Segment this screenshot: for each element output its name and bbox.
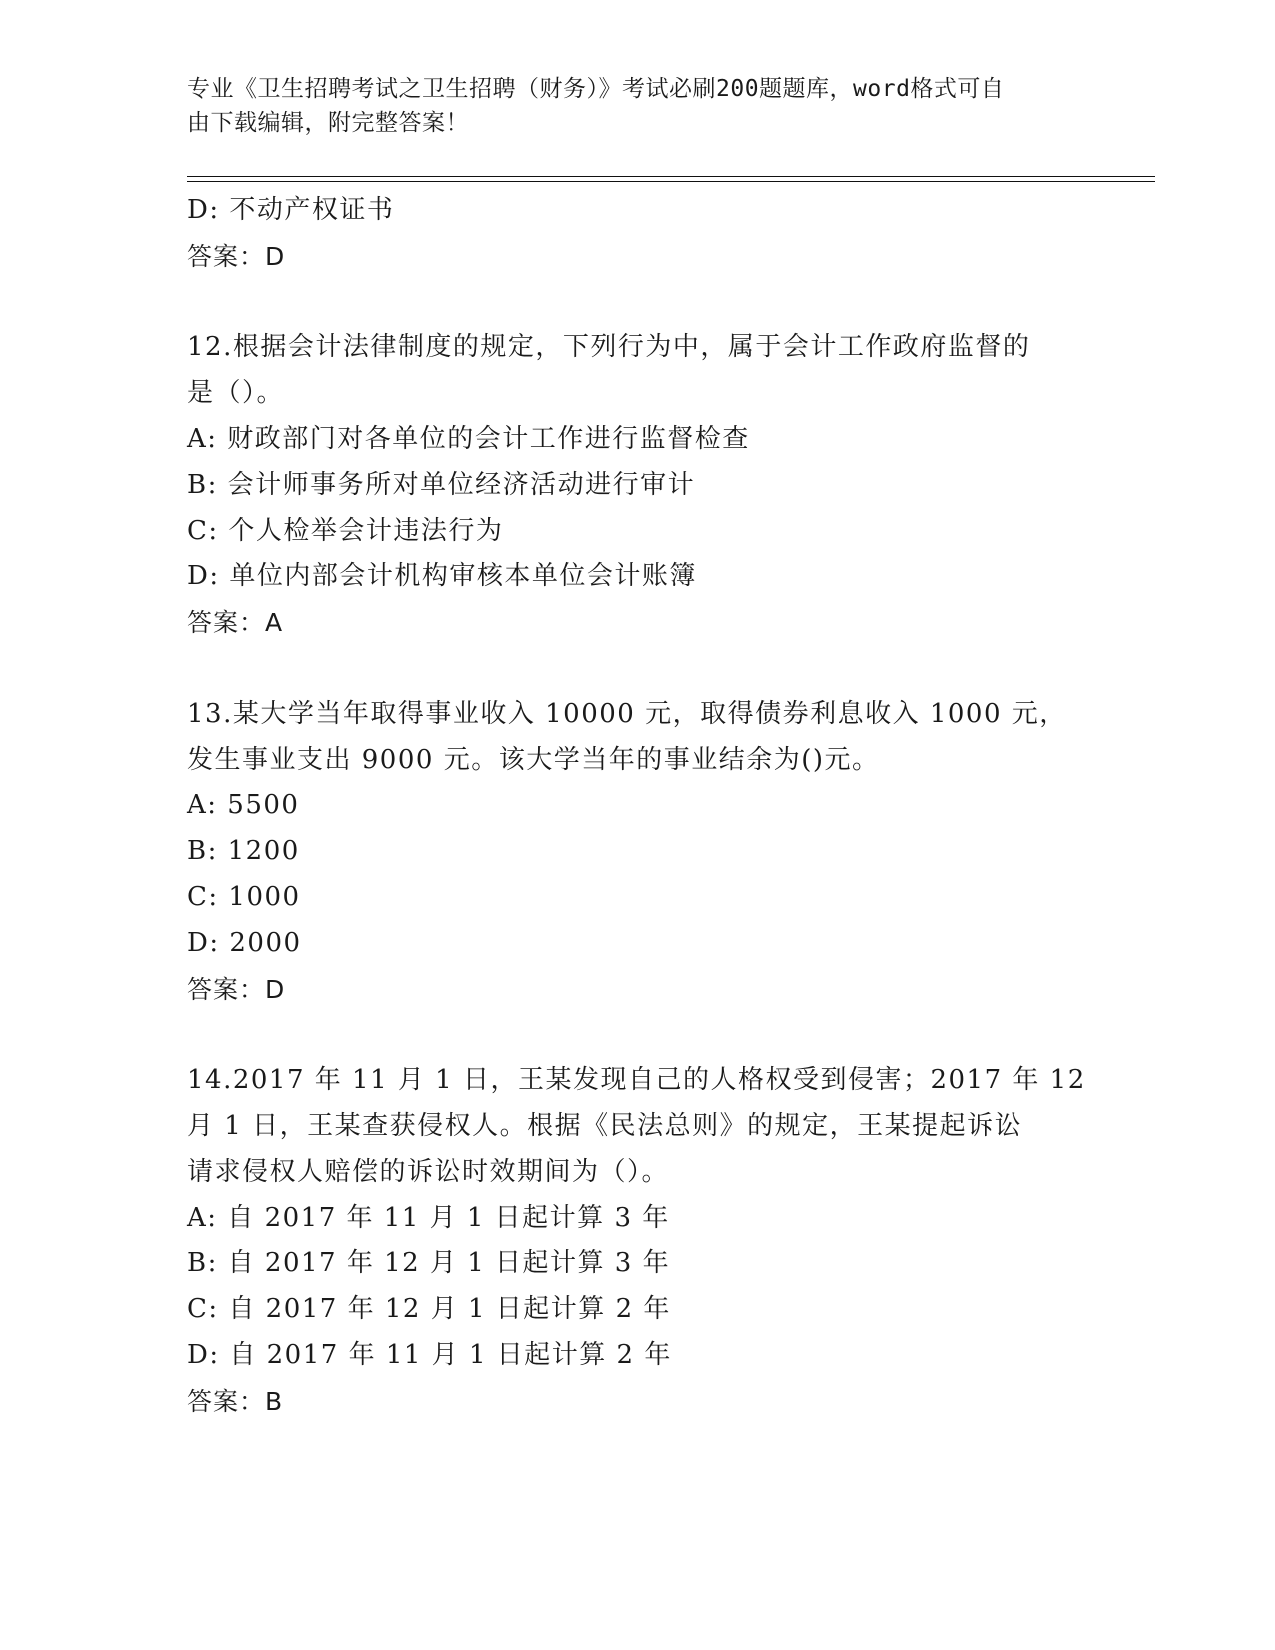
document-body: [187, 188, 1087, 1425]
answer: 答案：D: [187, 241, 286, 271]
option-d: D: 不动产权证书: [187, 195, 395, 225]
option-c: C: 自 2017 年 12 月 1 日起计算 2 年: [187, 1294, 671, 1325]
option-c: C: 个人检举会计违法行为: [187, 515, 504, 546]
question-text: 13.某大学当年取得事业收入 10000 元，取得债券利息收入 1000 元，: [187, 698, 1067, 729]
spacer: [187, 280, 1087, 326]
question-12: [187, 325, 1087, 646]
header-divider-bottom: [187, 181, 1155, 182]
answer: 答案：A: [187, 608, 284, 638]
header-line-2: 由下载编辑，附完整答案！: [187, 110, 469, 136]
document-header: [187, 72, 1067, 140]
option-b: B: 1200: [187, 836, 300, 867]
option-a: A: 5500: [187, 790, 300, 821]
option-b: B: 会计师事务所对单位经济活动进行审计: [187, 469, 696, 500]
spacer: [187, 646, 1087, 692]
question-14: [187, 1058, 1087, 1424]
option-c: C: 1000: [187, 881, 301, 912]
question-text: 14.2017 年 11 月 1 日，王某发现自己的人格权受到侵害；2017 年 12: [187, 1065, 1086, 1096]
answer: 答案：D: [187, 974, 286, 1004]
option-a: A: 财政部门对各单位的会计工作进行监督检查: [187, 423, 750, 454]
header-line-1: 专业《卫生招聘考试之卫生招聘（财务）》考试必刷200题题库，word格式可自: [187, 76, 1005, 102]
question-text: 12.根据会计法律制度的规定，下列行为中，属于会计工作政府监督的: [187, 332, 1031, 363]
question-text: 发生事业支出 9000 元。该大学当年的事业结余为()元。: [187, 744, 880, 775]
previous-question-tail: [187, 188, 1087, 280]
option-d: D: 2000: [187, 927, 302, 958]
option-a: A: 自 2017 年 11 月 1 日起计算 3 年: [187, 1202, 670, 1233]
option-d: D: 单位内部会计机构审核本单位会计账簿: [187, 561, 697, 592]
option-b: B: 自 2017 年 12 月 1 日起计算 3 年: [187, 1248, 671, 1279]
spacer: [187, 1012, 1087, 1058]
header-divider-top: [187, 176, 1155, 177]
question-text: 是（）。: [187, 378, 285, 409]
option-d: D: 自 2017 年 11 月 1 日起计算 2 年: [187, 1339, 672, 1370]
question-13: [187, 692, 1087, 1013]
answer: 答案：B: [187, 1386, 284, 1416]
question-text: 月 1 日，王某查获侵权人。根据《民法总则》的规定，王某提起诉讼: [187, 1110, 1023, 1141]
question-text: 请求侵权人赔偿的诉讼时效期间为（）。: [187, 1156, 670, 1187]
